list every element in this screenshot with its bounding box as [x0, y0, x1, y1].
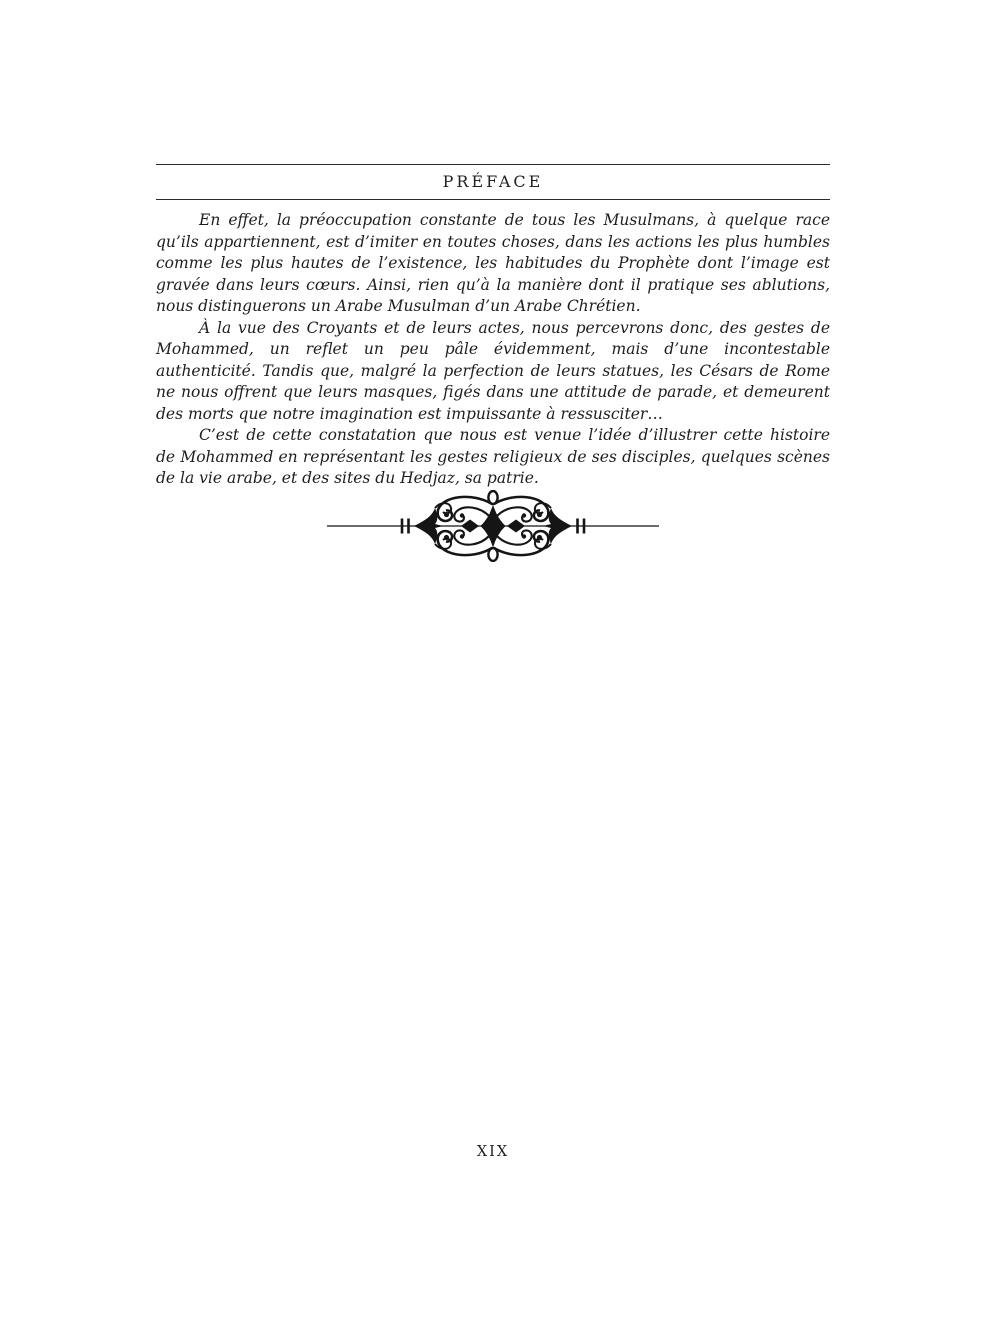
- calligraphic-divider-svg: [326, 490, 660, 562]
- preface-paragraph-3: C’est de cette constatation que nous est venue l’idée d’illustrer cette histoire de Mohammed en représentant les gestes religieux de ses disciples, quelques scènes de la vie arabe, et des sites du Hedjaz, sa patrie.: [156, 426, 830, 487]
- divider-ornament-icon: [326, 490, 660, 562]
- preface-paragraph-1: En effet, la préoccupation constante de tous les Musulmans, à quelque race qu’ils appartiennent, est d’imiter en toutes choses, dans les actions les plus humbles comme les plus hautes de l’existence, les habitudes du Prophète dont l’image est gravée dans leurs cœurs. Ainsi, rien qu’à la manière dont il pratique ses ablutions, nous distinguerons un Arabe Musulman d’un Arabe Chrétien.: [156, 211, 830, 315]
- preface-body: [156, 210, 830, 490]
- page-header: [156, 164, 830, 200]
- page-number: XIX: [476, 1144, 510, 1160]
- preface-paragraph-2: À la vue des Croyants et de leurs actes, nous percevrons donc, des gestes de Mohammed, un reflet un peu pâle évidemment, mais d’une incontestable authenticité. Tandis que, malgré la perfection de leurs statues, les Césars de Rome ne nous offrent que leurs masques, figés dans une attitude de parade, et demeurent des morts que notre imagination est impuissante à ressusciter…: [156, 318, 830, 423]
- page-title: PRÉFACE: [442, 172, 544, 191]
- page-footer: [156, 1144, 830, 1160]
